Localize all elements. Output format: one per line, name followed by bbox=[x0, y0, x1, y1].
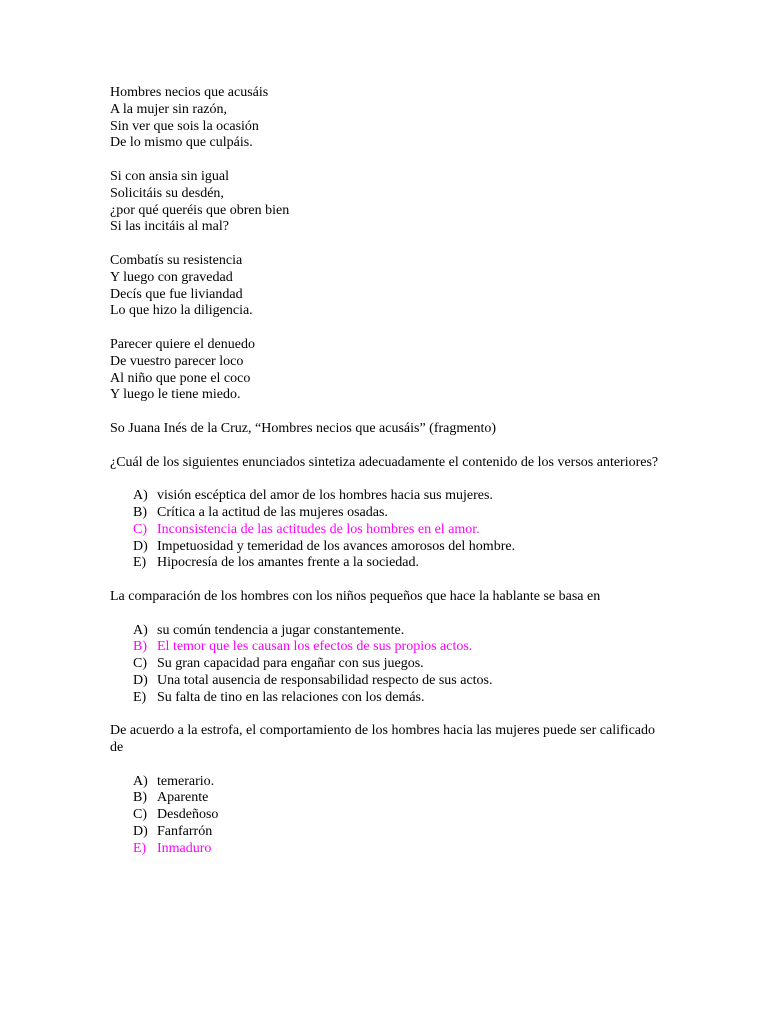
verse-line: Solicitáis su desdén, bbox=[110, 185, 224, 201]
stanza-1 bbox=[110, 85, 670, 152]
option-text: El temor que les causan los efectos de sus propios actos. bbox=[157, 639, 473, 655]
verse-line: Lo que hizo la diligencia. bbox=[110, 303, 253, 319]
answer-options bbox=[110, 623, 670, 707]
answer-option bbox=[133, 539, 670, 556]
option-text: su común tendencia a jugar constantemente. bbox=[157, 622, 405, 638]
question-2 bbox=[110, 589, 670, 707]
answer-option bbox=[133, 522, 670, 539]
verse-line: Y luego le tiene miedo. bbox=[110, 387, 241, 403]
option-text: Desdeñoso bbox=[157, 807, 219, 823]
option-letter: A) bbox=[133, 622, 148, 638]
option-text: visión escéptica del amor de los hombres hacia sus mujeres. bbox=[157, 488, 493, 504]
verse-line: Y luego con gravedad bbox=[110, 269, 233, 285]
answer-option bbox=[133, 690, 670, 707]
option-text: Una total ausencia de responsabilidad respecto de sus actos. bbox=[157, 672, 493, 688]
question-text: De acuerdo a la estrofa, el comportamiento de los hombres hacia las mujeres puede ser calificado de bbox=[110, 723, 655, 756]
option-text: Crítica a la actitud de las mujeres osadas. bbox=[157, 504, 388, 520]
answer-option bbox=[133, 555, 670, 572]
answer-options bbox=[110, 488, 670, 572]
option-letter: C) bbox=[133, 807, 147, 823]
verse-line: Al niño que pone el coco bbox=[110, 370, 251, 386]
answer-option bbox=[133, 841, 670, 858]
option-text: Inmaduro bbox=[157, 840, 212, 856]
answer-options bbox=[110, 774, 670, 858]
poem bbox=[110, 85, 670, 438]
verse-line: De lo mismo que culpáis. bbox=[110, 135, 253, 151]
option-letter: C) bbox=[133, 521, 147, 537]
answer-option bbox=[133, 774, 670, 791]
option-letter: E) bbox=[133, 555, 147, 571]
verse-line: A la mujer sin razón, bbox=[110, 101, 228, 117]
answer-option bbox=[133, 673, 670, 690]
option-letter: A) bbox=[133, 773, 148, 789]
answer-option bbox=[133, 656, 670, 673]
answer-option bbox=[133, 488, 670, 505]
answer-option bbox=[133, 824, 670, 841]
answer-option bbox=[133, 639, 670, 656]
option-letter: B) bbox=[133, 639, 147, 655]
answer-option bbox=[133, 807, 670, 824]
question-text: ¿Cuál de los siguientes enunciados sintetiza adecuadamente el contenido de los versos anteriores? bbox=[110, 454, 659, 470]
option-letter: D) bbox=[133, 538, 148, 554]
option-text: temerario. bbox=[157, 773, 215, 789]
answer-option bbox=[133, 505, 670, 522]
option-letter: B) bbox=[133, 790, 147, 806]
verse-line: Parecer quiere el denuedo bbox=[110, 336, 255, 352]
answer-option bbox=[133, 790, 670, 807]
option-text: Fanfarrón bbox=[157, 824, 213, 840]
verse-line: De vuestro parecer loco bbox=[110, 353, 244, 369]
option-letter: B) bbox=[133, 504, 147, 520]
verse-line: Si con ansia sin igual bbox=[110, 168, 229, 184]
answer-option bbox=[133, 623, 670, 640]
question-3 bbox=[110, 723, 670, 857]
question-1 bbox=[110, 455, 670, 573]
option-text: Hipocresía de los amantes frente a la sociedad. bbox=[157, 555, 420, 571]
stanza-2 bbox=[110, 169, 670, 236]
stanza-4 bbox=[110, 337, 670, 404]
option-letter: E) bbox=[133, 840, 147, 856]
poem-attribution: So Juana Inés de la Cruz, “Hombres necios que acusáis” (fragmento) bbox=[110, 420, 497, 436]
verse-line: ¿por qué queréis que obren bien bbox=[110, 202, 290, 218]
option-letter: D) bbox=[133, 824, 148, 840]
document-page bbox=[110, 85, 670, 874]
option-text: Aparente bbox=[157, 790, 209, 806]
option-letter: E) bbox=[133, 689, 147, 705]
option-text: Su gran capacidad para engañar con sus juegos. bbox=[157, 656, 424, 672]
verse-line: Si las incitáis al mal? bbox=[110, 219, 229, 235]
question-text: La comparación de los hombres con los niños pequeños que hace la hablante se basa en bbox=[110, 588, 601, 604]
verse-line: Sin ver que sois la ocasión bbox=[110, 118, 259, 134]
option-letter: A) bbox=[133, 488, 148, 504]
option-text: Su falta de tino en las relaciones con los demás. bbox=[157, 689, 425, 705]
option-letter: D) bbox=[133, 672, 148, 688]
option-letter: C) bbox=[133, 656, 147, 672]
verse-line: Combatís su resistencia bbox=[110, 252, 243, 268]
option-text: Impetuosidad y temeridad de los avances amorosos del hombre. bbox=[157, 538, 516, 554]
verse-line: Decís que fue liviandad bbox=[110, 286, 243, 302]
verse-line: Hombres necios que acusáis bbox=[110, 85, 269, 100]
option-text: Inconsistencia de las actitudes de los hombres en el amor. bbox=[157, 521, 480, 537]
stanza-3 bbox=[110, 253, 670, 320]
